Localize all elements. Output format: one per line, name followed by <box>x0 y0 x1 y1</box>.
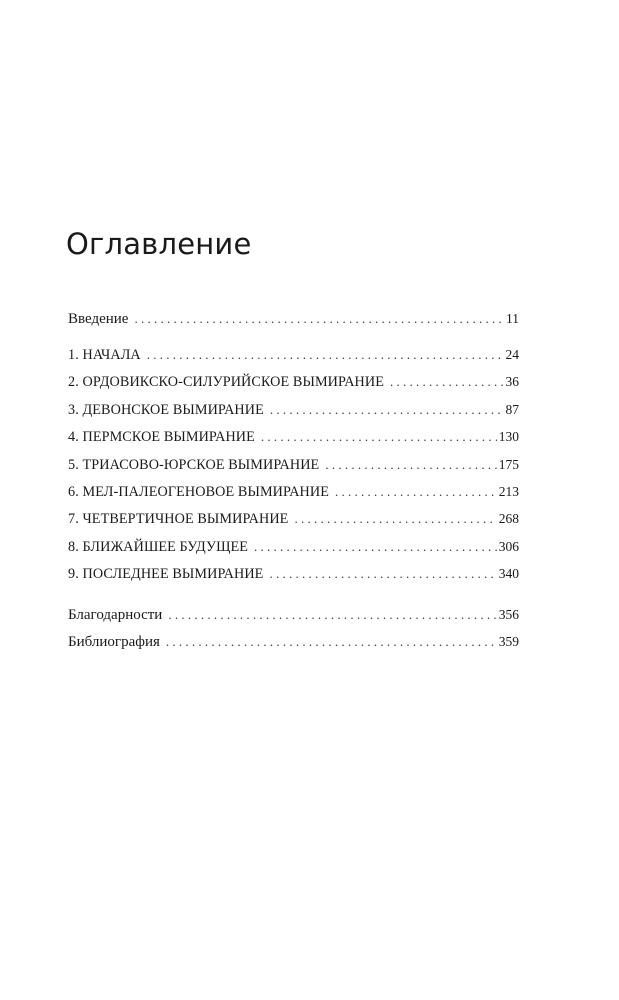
toc-entry-page: 24 <box>505 347 519 362</box>
dot-leader <box>390 368 503 396</box>
toc-entry-chapter-7[interactable] <box>68 505 519 532</box>
toc-entry-chapter-2[interactable] <box>68 368 519 395</box>
dot-leader <box>335 478 497 506</box>
toc-entry-label: 1. НАЧАЛА <box>68 347 141 363</box>
toc-entry-label: 2. ОРДОВИКСКО-СИЛУРИЙСКОЕ ВЫМИРАНИЕ <box>68 374 385 391</box>
toc-entry-page: 306 <box>498 538 519 554</box>
toc-back-matter-section <box>68 601 519 655</box>
dot-leader <box>270 396 504 424</box>
toc-entry-label: 9. ПОСЛЕДНЕЕ ВЫМИРАНИЕ <box>68 566 264 583</box>
dot-leader <box>294 505 496 533</box>
toc-entry-chapter-3[interactable] <box>68 396 519 423</box>
toc-entry-label: 8. БЛИЖАЙШЕЕ БУДУЩЕЕ <box>68 538 249 555</box>
toc-entry-page: 213 <box>498 483 519 499</box>
toc-entry-label: 7. ЧЕТВЕРТИЧНОЕ ВЫМИРАНИЕ <box>68 511 289 528</box>
toc-entry-chapter-8[interactable] <box>68 533 519 560</box>
toc-entry-page: 175 <box>498 456 519 472</box>
toc-entry-page: 130 <box>498 429 519 445</box>
toc-entry-acknowledgements[interactable] <box>68 601 519 628</box>
toc-entry-page: 36 <box>505 374 519 390</box>
dot-leader <box>269 560 496 588</box>
toc-entry-label: 3. ДЕВОНСКОЕ ВЫМИРАНИЕ <box>68 401 264 418</box>
toc-entry-page: 359 <box>498 634 519 649</box>
dot-leader <box>166 628 497 656</box>
dot-leader <box>168 601 496 629</box>
toc-entry-label: 5. ТРИАСОВО-ЮРСКОЕ ВЫМИРАНИЕ <box>68 456 320 473</box>
toc-entry-chapter-1[interactable] <box>68 341 519 368</box>
toc-entry-label: Библиография <box>68 634 160 650</box>
dot-leader <box>261 423 497 451</box>
toc-entry-page: 356 <box>498 607 519 622</box>
toc-chapters-section <box>68 341 519 588</box>
toc-entry-label: 4. ПЕРМСКОЕ ВЫМИРАНИЕ <box>68 429 255 446</box>
toc-entry-page: 268 <box>498 511 519 527</box>
toc-entry-page: 340 <box>498 566 519 582</box>
toc-entry-introduction[interactable] <box>68 305 519 333</box>
toc-entry-label: Благодарности <box>68 607 163 623</box>
dot-leader <box>254 533 497 561</box>
toc-entry-chapter-4[interactable] <box>68 423 519 450</box>
toc-entry-page: 87 <box>505 401 519 417</box>
dot-leader <box>134 305 504 333</box>
dot-leader <box>325 451 496 479</box>
toc-entry-bibliography[interactable] <box>68 628 519 655</box>
toc-entry-label: 6. МЕЛ-ПАЛЕОГЕНОВОЕ ВЫМИРАНИЕ <box>68 483 330 500</box>
toc-entry-chapter-6[interactable] <box>68 478 519 505</box>
dot-leader <box>147 341 504 369</box>
toc-entry-chapter-9[interactable] <box>68 560 519 587</box>
toc-entry-chapter-5[interactable] <box>68 451 519 478</box>
toc-entry-label: Введение <box>68 311 129 327</box>
page-title: Оглавление <box>66 227 252 261</box>
toc-entry-page: 11 <box>506 311 519 326</box>
toc-intro-section <box>68 305 519 333</box>
